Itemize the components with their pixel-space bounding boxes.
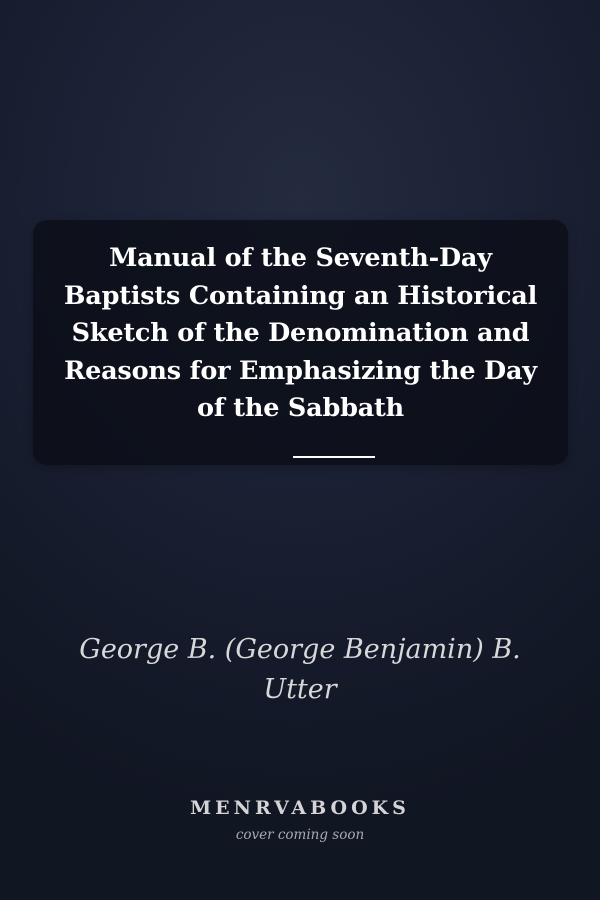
title-panel bbox=[33, 220, 568, 465]
book-author: George B. (George Benjamin) B. Utter bbox=[79, 634, 521, 705]
book-title: Manual of the Seventh-Day Baptists Containing an Historical Sketch of the Denomination and Reasons for Emphasizing the Day of the Sabbath bbox=[63, 243, 538, 423]
title-divider bbox=[293, 456, 375, 458]
publisher-name: MENRVABOOKS bbox=[190, 797, 410, 819]
publisher-tagline: cover coming soon bbox=[235, 827, 365, 843]
